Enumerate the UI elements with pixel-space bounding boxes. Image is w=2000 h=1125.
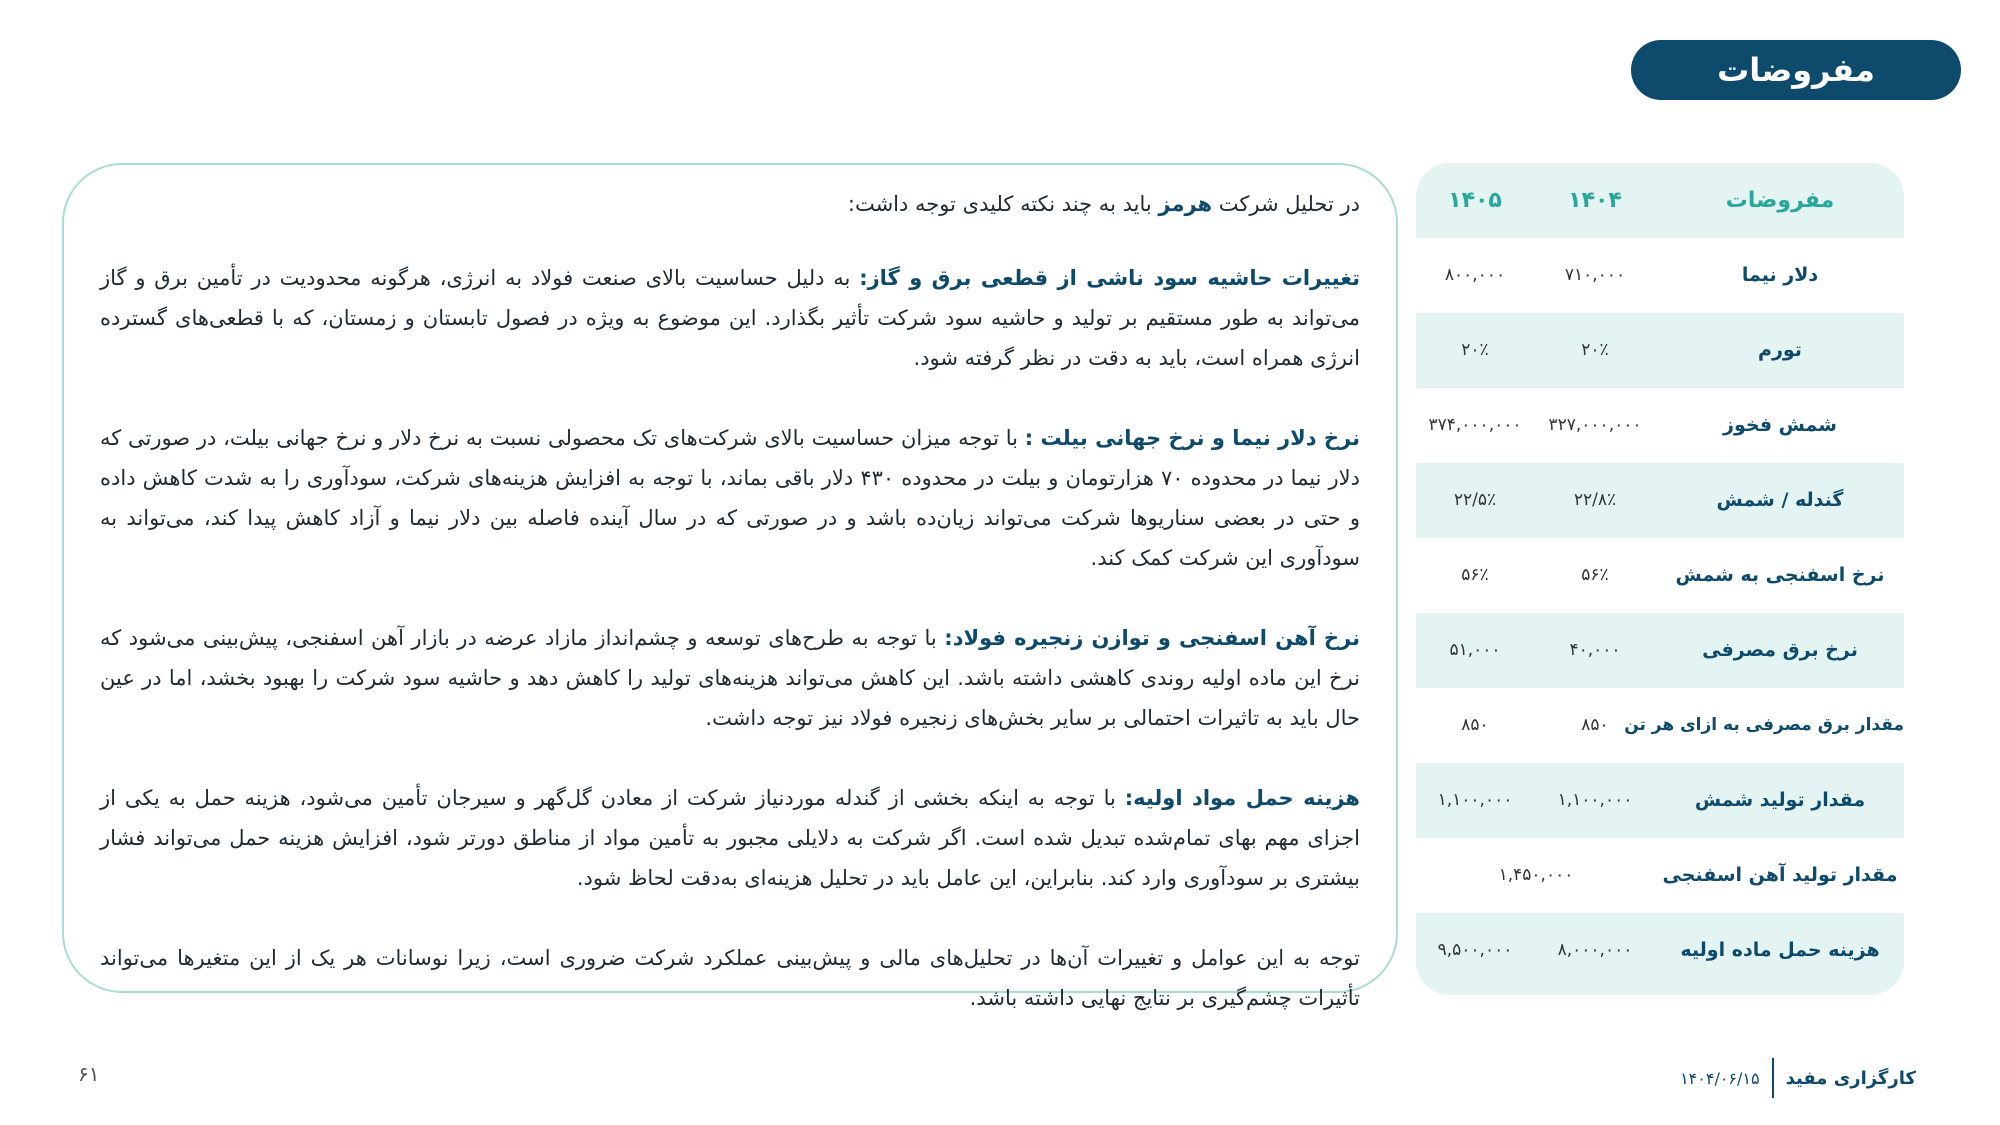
footer-branding (1680, 1058, 1916, 1098)
paragraph-heading: هزینه حمل مواد اولیه: (1124, 786, 1360, 810)
analysis-text (100, 184, 1360, 1058)
row-label: مقدار برق مصرفی به ازای هر تن (1624, 715, 1904, 735)
value-1405: ۸۰۰,۰۰۰ (1444, 265, 1506, 285)
header-assumptions: مفروضات (1725, 188, 1835, 213)
paragraph-heading: نرخ دلار نیما و نرخ جهانی بیلت : (1024, 426, 1360, 450)
intro-paragraph (100, 184, 1360, 224)
paragraph-body: با توجه به طرح‌های توسعه و چشم‌انداز مازاد عرضه در بازار آهن اسفنجی، پیش‌بینی می‌شود که نرخ این ماده اولیه روندی کاهشی داشته باشد. این کاهش می‌تواند هزینه‌های تولید را کاهش دهد و حاشیه سود شرکت را بهبود بخشد، اما در عین حال باید به تاثیرات احتمالی بر سایر بخش‌های زنجیره فولاد نیز توجه داشت. (100, 626, 1360, 730)
paragraph-body: با توجه میزان حساسیت بالای شرکت‌های تک محصولی نسبت به نرخ دلار و نرخ جهانی بیلت، در صورتی که دلار نیما در محدوده ۷۰ هزارتومان و بیلت در محدوده ۴۳۰ دلار باقی بماند، با توجه به افزایش هزینه‌های شرکت، سودآوری را به شدت کاهش داده و حتی در بعضی سناریوها شرکت می‌تواند زیان‌ده باشد و در صورتی که در سال آینده فاصله بین دلار نیما و آزاد کاهش پیدا کند، می‌تواند به سودآوری این شرکت کمک کند. (100, 426, 1360, 570)
assumptions-table (1416, 163, 1904, 995)
paragraph-body: به دلیل حساسیت بالای صنعت فولاد به انرژی، هرگونه محدودیت در تأمین برق و گاز می‌تواند به طور مستقیم بر تولید و حاشیه سود شرکت تأثیر بگذارد. این موضوع به ویژه در فصول تابستان و زمستان، که با قطعی‌های گسترده انرژی همراه است، باید به دقت در نظر گرفته شود. (100, 266, 1360, 370)
row-label: هزینه حمل ماده اولیه (1680, 939, 1880, 961)
value-1404: ۵۶٪ (1581, 565, 1609, 585)
value-1405: ۹,۵۰۰,۰۰۰ (1437, 940, 1513, 960)
value-1405: ۳۷۴,۰۰۰,۰۰۰ (1428, 415, 1522, 435)
intro-before: در تحلیل شرکت (1212, 192, 1360, 216)
row-label: شمش فخوز (1723, 414, 1837, 436)
paragraph-dollar (100, 418, 1360, 578)
row-label: گندله / شمش (1716, 489, 1844, 511)
table-row (1416, 238, 1904, 313)
value-1405: ۸۵۰ (1461, 715, 1489, 735)
company-name: هرمز (1158, 192, 1213, 216)
row-label: مقدار تولید آهن اسفنجی (1662, 864, 1898, 886)
table-row (1416, 913, 1904, 995)
table-row (1416, 388, 1904, 463)
paragraph-energy (100, 258, 1360, 378)
value-1404: ۴۰,۰۰۰ (1569, 640, 1621, 660)
paragraph-heading: تغییرات حاشیه سود ناشی از قطعی برق و گاز: (859, 266, 1361, 290)
report-date: ۱۴۰۴/۰۶/۱۵ (1680, 1068, 1760, 1088)
value-1404: ۱,۱۰۰,۰۰۰ (1557, 790, 1633, 810)
table-row (1416, 613, 1904, 688)
row-label: تورم (1758, 339, 1802, 361)
row-label: مقدار تولید شمش (1694, 789, 1866, 811)
table-header-row (1416, 163, 1904, 238)
value-1405: ۲۲/۵٪ (1453, 490, 1497, 510)
table-row (1416, 838, 1904, 913)
paragraph-transport (100, 778, 1360, 898)
table-row (1416, 313, 1904, 388)
value-1404: ۳۲۷,۰۰۰,۰۰۰ (1548, 415, 1642, 435)
value-1405: ۵۱,۰۰۰ (1449, 640, 1501, 660)
header-1405: ۱۴۰۵ (1448, 188, 1502, 213)
header-1404: ۱۴۰۴ (1568, 188, 1622, 213)
value-1405: ۱,۱۰۰,۰۰۰ (1437, 790, 1513, 810)
value-1405: ۲۰٪ (1461, 340, 1489, 360)
value-1404: ۸,۰۰۰,۰۰۰ (1557, 940, 1633, 960)
page-title: مفروضات (1631, 40, 1961, 100)
intro-after: باید به چند نکته کلیدی توجه داشت: (847, 192, 1159, 216)
paragraph-heading: نرخ آهن اسفنجی و توازن زنجیره فولاد: (944, 626, 1360, 650)
row-label: نرخ اسفنجی به شمش (1675, 564, 1885, 586)
value-1405: ۵۶٪ (1461, 565, 1489, 585)
table-row (1416, 463, 1904, 538)
table-row (1416, 763, 1904, 838)
paragraph-body: با توجه به اینکه بخشی از گندله موردنیاز شرکت از معادن گل‌گهر و سیرجان تأمین می‌شود، هزینه حمل به یکی از اجزای مهم بهای تمام‌شده تبدیل شده است. اگر شرکت به دلایلی مجبور به تأمین مواد از مناطق دورتر شود، افزایش هزینه حمل می‌تواند فشار بیشتری بر سودآوری وارد کند. بنابراین، این عامل باید در تحلیل هزینه‌ای به‌دقت لحاظ شود. (100, 786, 1360, 890)
row-label: دلار نیما (1741, 264, 1819, 286)
table-row (1416, 538, 1904, 613)
footer-divider (1772, 1058, 1774, 1098)
value-1404: ۸۵۰ (1581, 715, 1609, 735)
value-1404: ۷۱۰,۰۰۰ (1564, 265, 1626, 285)
paragraph-conclusion: توجه به این عوامل و تغییرات آن‌ها در تحلیل‌های مالی و پیش‌بینی عملکرد شرکت ضروری است، زیرا نوسانات هر یک از این متغیرها می‌تواند تأثیرات چشم‌گیری بر نتایج نهایی داشته باشد. (100, 946, 1360, 1010)
value-1404: ۲۰٪ (1581, 340, 1609, 360)
page-number: ۶۱ (78, 1062, 100, 1086)
value-1404: ۲۲/۸٪ (1573, 490, 1617, 510)
brand-name: کارگزاری مفید (1785, 1067, 1916, 1089)
value-merged: ۱,۴۵۰,۰۰۰ (1498, 865, 1574, 885)
row-label: نرخ برق مصرفی (1702, 639, 1858, 661)
paragraph-sponge-iron (100, 618, 1360, 738)
table-row (1416, 688, 1904, 763)
